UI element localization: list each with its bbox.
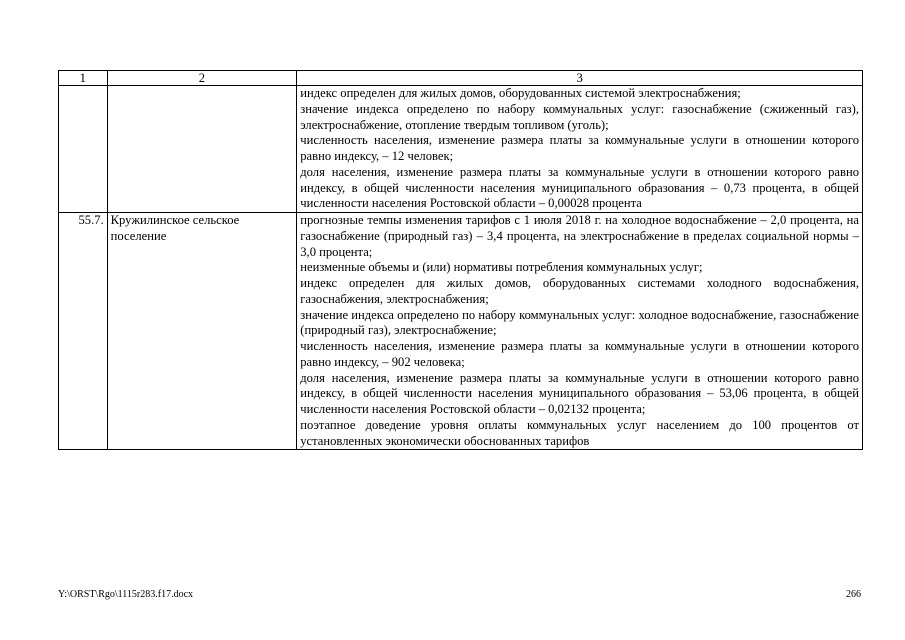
description-paragraph: значение индекса определено по набору коммунальных услуг: газоснабжение (сжиженный газ), электроснабжение, отопление твердым топливом (уголь); <box>300 101 859 132</box>
description-paragraph: индекс определен для жилых домов, оборудованных системой электроснабжения; <box>300 86 741 100</box>
document-table <box>58 70 863 450</box>
header-cell-1: 1 <box>59 71 108 86</box>
row-number-cell <box>59 86 108 213</box>
footer-page-number: 266 <box>846 589 861 600</box>
description-paragraph: численность населения, изменение размера платы за коммунальные услуги в отношении которого равно индексу, – 902 человека; <box>300 339 859 369</box>
row-description-cell <box>297 213 863 450</box>
description-paragraph: численность населения, изменение размера платы за коммунальные услуги в отношении которого равно индексу, – 12 человек; <box>300 133 859 163</box>
description-paragraph: индекс определен для жилых домов, оборудованных системами холодного водоснабжения, газоснабжения, электроснабжения; <box>300 276 859 306</box>
description-paragraph: значение индекса определено по набору коммунальных услуг: холодное водоснабжение, газоснабжение (природный газ), электроснабжение; <box>300 307 859 338</box>
header-cell-2: 2 <box>107 71 297 86</box>
description-paragraph: доля населения, изменение размера платы за коммунальные услуги в отношении которого равно индексу, в общей численности населения муниципального образования – 53,06 процента, в общей численности населения Ростовской области – 0,02132 процента; <box>300 370 859 416</box>
table-header-row <box>59 71 863 86</box>
description-paragraph: прогнозные темпы изменения тарифов с 1 июля 2018 г. на холодное водоснабжение – 2,0 процента, на газоснабжение (природный газ) – 3,4 процента, на электроснабжение в пределах социальной нормы – 3,0 процента; <box>300 213 859 259</box>
header-cell-3: 3 <box>297 71 863 86</box>
row-description-cell <box>297 86 863 213</box>
table-row <box>59 86 863 213</box>
description-paragraph: неизменные объемы и (или) нормативы потребления коммунальных услуг; <box>300 260 703 275</box>
row-number-cell: 55.7. <box>59 213 108 450</box>
row-name-cell <box>107 86 297 213</box>
description-paragraph: доля населения, изменение размера платы за коммунальные услуги в отношении которого равно индексу, в общей численности населения муниципального образования – 0,73 процента, в общей численности населения Ростовской области – 0,00028 процента <box>300 164 859 211</box>
table-row <box>59 213 863 450</box>
description-paragraph: поэтапное доведение уровня оплаты коммунальных услуг населением до 100 процентов от установленных экономически обоснованных тарифов <box>300 417 859 448</box>
footer-file-path: Y:\ORST\Rgo\1115r283.f17.docx <box>58 589 194 600</box>
row-name-cell: Кружилинское сельское поселение <box>107 213 297 450</box>
